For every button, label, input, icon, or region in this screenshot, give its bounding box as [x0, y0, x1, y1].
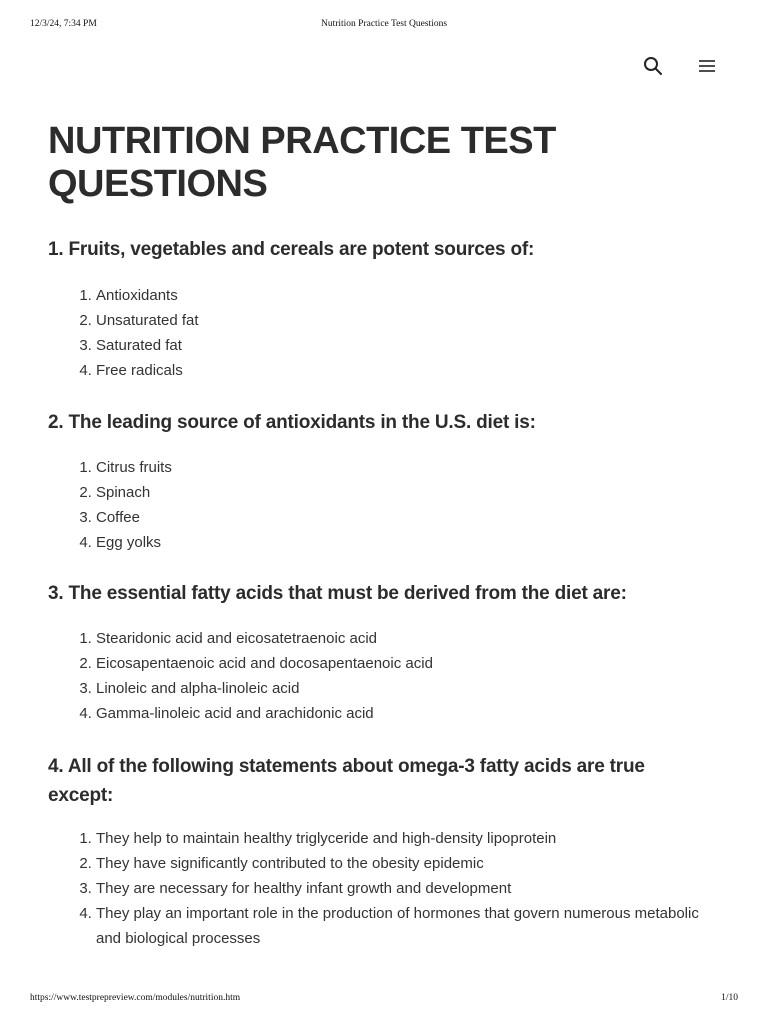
option-item: 2. Eicosapentaenoic acid and docosapentaenoic acid [96, 651, 708, 676]
print-url: https://www.testprepreview.com/modules/nutrition.htm [30, 993, 241, 1003]
option-item: 4. Egg yolks [96, 530, 708, 555]
question-1-options [48, 283, 708, 383]
option-item: 4. Free radicals [96, 358, 708, 383]
question-1 [48, 235, 708, 383]
search-button[interactable] [641, 54, 665, 78]
option-item: 2. Spinach [96, 480, 708, 505]
option-item: 1. Citrus fruits [96, 455, 708, 480]
menu-button[interactable] [695, 54, 719, 78]
question-3-options [48, 626, 708, 726]
option-item: 3. Linoleic and alpha-linoleic acid [96, 676, 708, 701]
question-2-options [48, 455, 708, 555]
print-datetime: 12/3/24, 7:34 PM [30, 19, 97, 29]
option-item: 1. Antioxidants [96, 283, 708, 308]
option-item: 3. Coffee [96, 505, 708, 530]
option-item: 3. They are necessary for healthy infant growth and development [96, 876, 708, 901]
option-item: 4. They play an important role in the production of hormones that govern numerous metabolic and biological processes [96, 901, 708, 951]
question-2 [48, 408, 708, 555]
option-item: 2. They have significantly contributed to the obesity epidemic [96, 851, 708, 876]
print-header [0, 19, 768, 33]
question-2-text: 2. The leading source of antioxidants in the U.S. diet is: [48, 412, 536, 433]
print-doc-title: Nutrition Practice Test Questions [320, 19, 448, 29]
print-page-number: 1/10 [721, 993, 738, 1003]
option-item: 3. Saturated fat [96, 333, 708, 358]
option-item: 2. Unsaturated fat [96, 308, 708, 333]
option-item: 1. Stearidonic acid and eicosatetraenoic acid [96, 626, 708, 651]
question-3-text: 3. The essential fatty acids that must be derived from the diet are: [48, 583, 627, 604]
question-4-text: 4. All of the following statements about omega-3 fatty acids are true except: [48, 756, 645, 806]
question-3 [48, 579, 708, 726]
question-4-options [48, 826, 708, 951]
question-1-text: 1. Fruits, vegetables and cereals are potent sources of: [48, 239, 535, 260]
option-item: 1. They help to maintain healthy triglyceride and high-density lipoprotein [96, 826, 708, 851]
search-icon [643, 56, 663, 76]
question-4 [48, 752, 708, 951]
option-item: 4. Gamma-linoleic acid and arachidonic acid [96, 701, 708, 726]
hamburger-menu-icon [698, 58, 716, 74]
page-title: NUTRITION PRACTICE TEST QUESTIONS [48, 120, 556, 205]
